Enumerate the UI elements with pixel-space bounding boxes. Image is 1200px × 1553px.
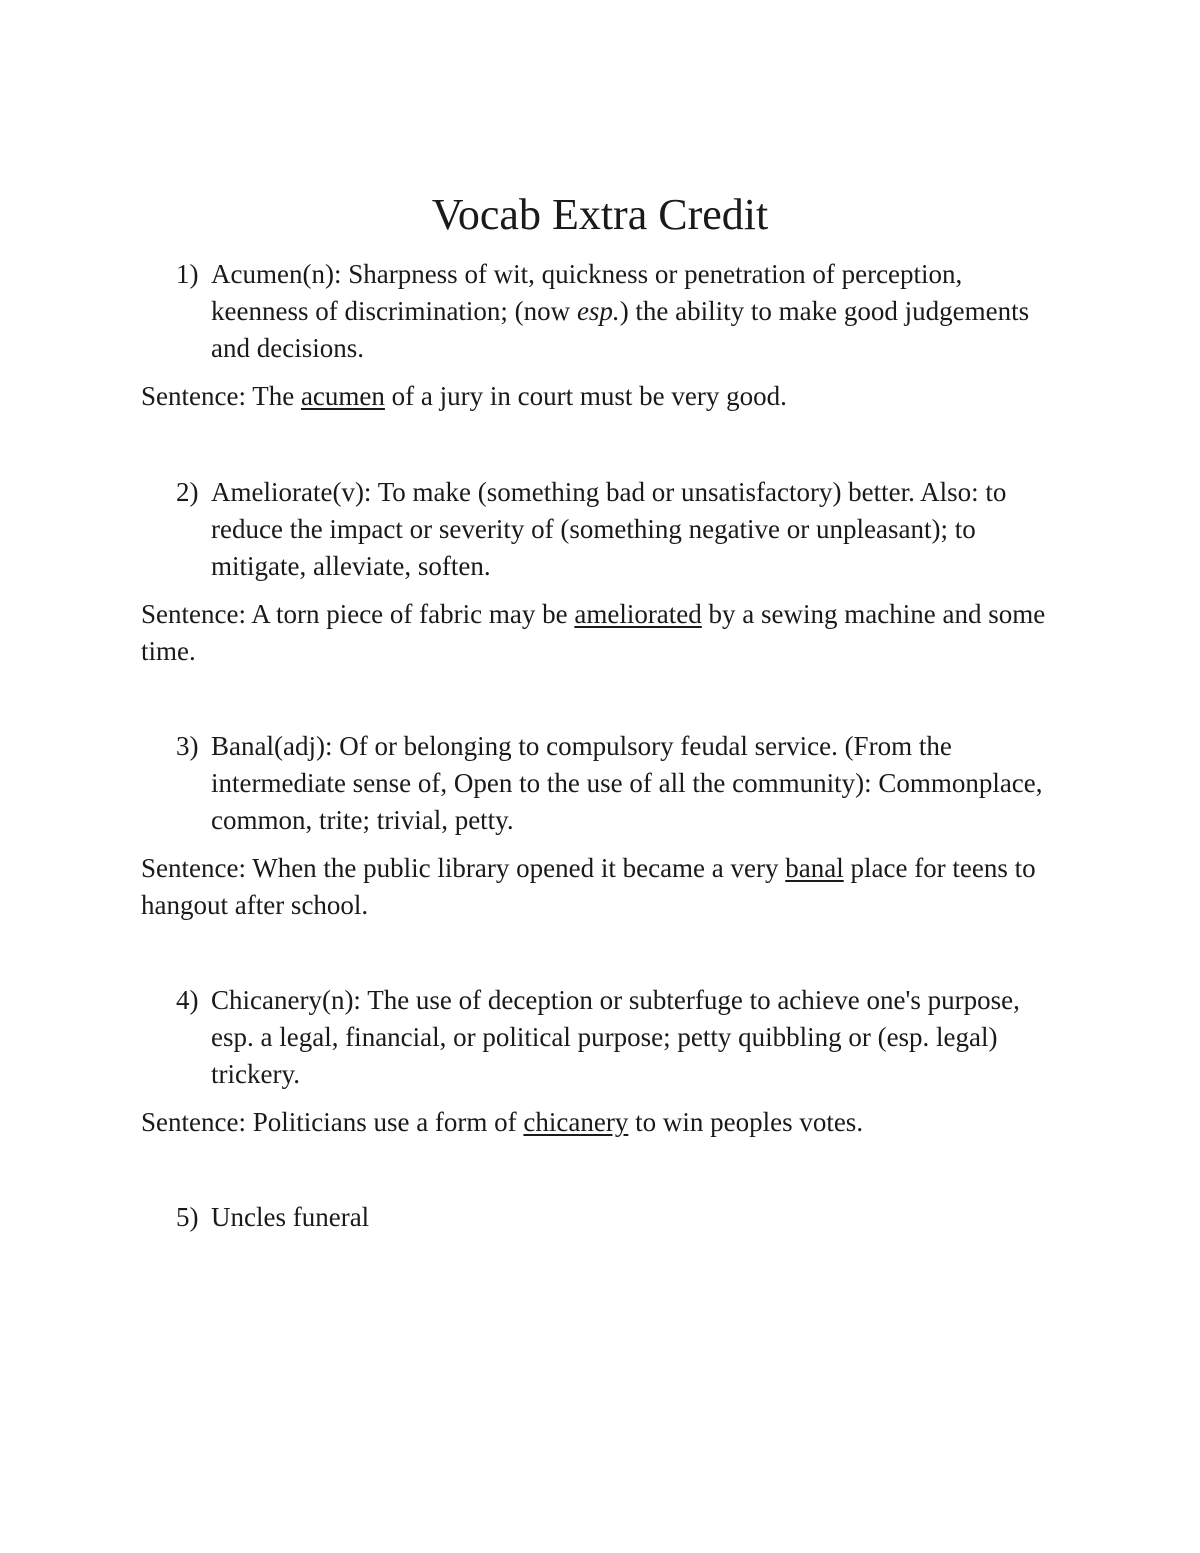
vocab-entry-chicanery <box>0 982 1200 1141</box>
definition-block <box>176 728 1056 839</box>
example-sentence <box>141 1104 1076 1141</box>
sentence-lead: Sentence: Politicians use a form of <box>141 1107 524 1137</box>
sentence-lead: Sentence: When the public library opened it became a very <box>141 853 786 883</box>
definition-text <box>211 982 1056 1093</box>
sentence-rest: to win peoples votes. <box>628 1107 864 1137</box>
vocab-entry-banal <box>0 728 1200 924</box>
term: Chicanery(n): <box>211 985 361 1015</box>
entry-number: 3) <box>176 731 199 761</box>
vocab-entry-5 <box>0 1199 1200 1236</box>
sentence-lead: Sentence: The <box>141 381 301 411</box>
underlined-vocab-word: chicanery <box>523 1107 629 1137</box>
entry-number: 1) <box>176 259 199 289</box>
term: Ameliorate(v): <box>211 477 372 507</box>
term: Banal(adj): <box>211 731 333 761</box>
entry-number: 5) <box>176 1202 199 1232</box>
example-sentence <box>141 596 1076 670</box>
definition-block <box>176 256 1056 367</box>
sentence-rest: place for teens to hangout after school. <box>141 853 1036 920</box>
vocab-entry-acumen <box>0 256 1200 415</box>
document-title: Vocab Extra Credit <box>431 190 769 239</box>
sentence-rest: of a jury in court must be very good. <box>384 381 787 411</box>
entry-text: Uncles funeral <box>211 1202 370 1232</box>
vocab-entry-ameliorate <box>0 474 1200 670</box>
underlined-vocab-word: acumen <box>300 381 385 411</box>
definition-rest: ) the ability to make good judgements and decisions. <box>211 296 1030 363</box>
entry-number: 2) <box>176 477 199 507</box>
definition-text <box>211 728 1056 839</box>
definition-text <box>211 474 1056 585</box>
sentence-rest: by a sewing machine and some time. <box>141 599 1046 666</box>
example-sentence <box>141 850 1076 924</box>
definition-block <box>176 1199 1056 1236</box>
definition-italic: esp. <box>576 296 620 326</box>
underlined-vocab-word: banal <box>785 853 844 883</box>
definition: Of or belonging to compulsory feudal service. (From the intermediate sense of, Open to the use of all the community): Commonplace, common, trite; trivial, petty. <box>211 731 1043 835</box>
sentence-lead: Sentence: A torn piece of fabric may be <box>141 599 575 629</box>
definition: To make (something bad or unsatisfactory) better. Also: to reduce the impact or severity of (something negative or unpleasant); to mitigate, alleviate, soften. <box>211 477 1007 581</box>
definition-text <box>211 256 1056 367</box>
term: Acumen(n): <box>211 259 342 289</box>
example-sentence <box>141 378 1076 415</box>
definition: Sharpness of wit, quickness or penetration of perception, keenness of discrimination; (now <box>211 259 963 326</box>
underlined-vocab-word: ameliorated <box>574 599 702 629</box>
definition: The use of deception or subterfuge to achieve one's purpose, esp. a legal, financial, or political purpose; petty quibbling or (esp. legal) trickery. <box>211 985 1020 1089</box>
definition-block <box>176 982 1056 1093</box>
entry-number: 4) <box>176 985 199 1015</box>
definition-block <box>176 474 1056 585</box>
